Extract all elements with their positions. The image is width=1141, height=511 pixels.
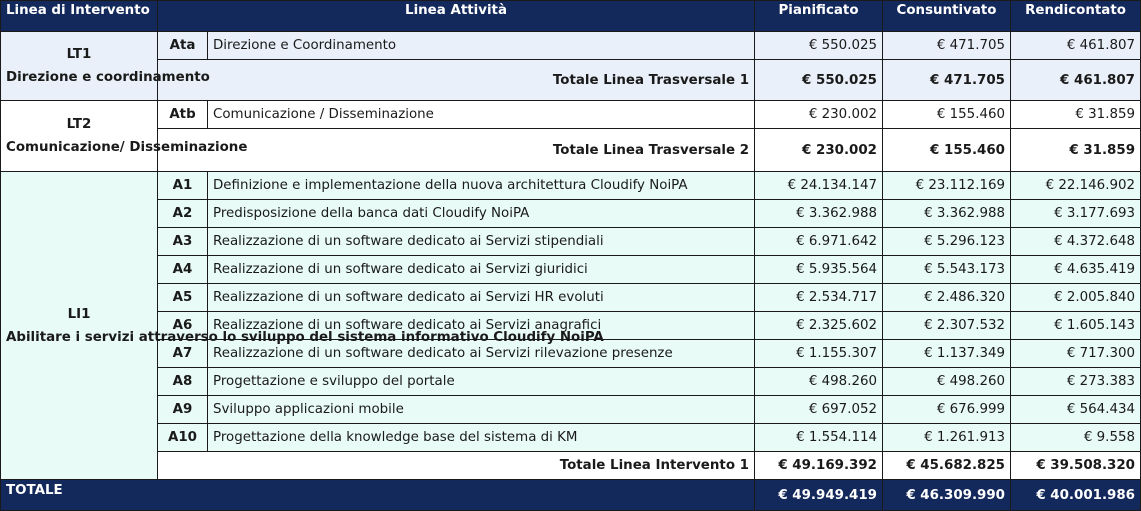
activity-code: A10 [158, 424, 208, 452]
subtotal-consuntivato: € 45.682.825 [883, 452, 1011, 480]
table-row [1, 228, 1141, 256]
grand-total-label: TOTALE [1, 480, 755, 511]
value-rendicontato: € 3.177.693 [1011, 200, 1141, 228]
activity-desc: Realizzazione di un software dedicato ai Servizi HR evoluti [208, 284, 755, 312]
activity-desc: Progettazione della knowledge base del sistema di KM [208, 424, 755, 452]
grand-total-rendicontato: € 40.001.986 [1011, 480, 1141, 511]
table-row [1, 172, 1141, 200]
group-code: LT2 [66, 117, 92, 132]
value-consuntivato: € 498.260 [883, 368, 1011, 396]
activity-code: A7 [158, 340, 208, 368]
grand-total-consuntivato: € 46.309.990 [883, 480, 1011, 511]
activity-code: A2 [158, 200, 208, 228]
header-consuntivato: Consuntivato [883, 1, 1011, 32]
subtotal-rendicontato: € 39.508.320 [1011, 452, 1141, 480]
value-consuntivato: € 3.362.988 [883, 200, 1011, 228]
header-pianificato: Pianificato [755, 1, 883, 32]
activity-desc: Realizzazione di un software dedicato ai Servizi anagrafici [208, 312, 755, 340]
value-consuntivato: € 2.307.532 [883, 312, 1011, 340]
value-pianificato: € 230.002 [755, 101, 883, 129]
value-pianificato: € 5.935.564 [755, 256, 883, 284]
value-consuntivato: € 23.112.169 [883, 172, 1011, 200]
value-pianificato: € 2.325.602 [755, 312, 883, 340]
subtotal-label: Totale Linea Trasversale 1 [158, 60, 755, 101]
value-pianificato: € 550.025 [755, 32, 883, 60]
value-pianificato: € 3.362.988 [755, 200, 883, 228]
value-rendicontato: € 22.146.902 [1011, 172, 1141, 200]
header-rendicontato: Rendicontato [1011, 1, 1141, 32]
value-consuntivato: € 1.137.349 [883, 340, 1011, 368]
subtotal-rendicontato: € 461.807 [1011, 60, 1141, 101]
subtotal-pianificato: € 550.025 [755, 60, 883, 101]
activity-code: Atb [158, 101, 208, 129]
activity-desc: Realizzazione di un software dedicato ai Servizi giuridici [208, 256, 755, 284]
value-pianificato: € 2.534.717 [755, 284, 883, 312]
activity-code: A4 [158, 256, 208, 284]
value-rendicontato: € 31.859 [1011, 101, 1141, 129]
group-name: Direzione e coordinamento [6, 70, 210, 85]
subtotal-pianificato: € 230.002 [755, 129, 883, 172]
grand-total-row [1, 480, 1141, 511]
activity-desc: Realizzazione di un software dedicato ai Servizi rilevazione presenze [208, 340, 755, 368]
value-pianificato: € 697.052 [755, 396, 883, 424]
activity-desc: Progettazione e sviluppo del portale [208, 368, 755, 396]
activity-code: Ata [158, 32, 208, 60]
subtotal-rendicontato: € 31.859 [1011, 129, 1141, 172]
value-rendicontato: € 1.605.143 [1011, 312, 1141, 340]
value-pianificato: € 1.155.307 [755, 340, 883, 368]
activity-code: A5 [158, 284, 208, 312]
subtotal-consuntivato: € 155.460 [883, 129, 1011, 172]
value-consuntivato: € 155.460 [883, 101, 1011, 129]
value-rendicontato: € 273.383 [1011, 368, 1141, 396]
subtotal-consuntivato: € 471.705 [883, 60, 1011, 101]
table-row [1, 32, 1141, 60]
value-rendicontato: € 4.372.648 [1011, 228, 1141, 256]
value-consuntivato: € 471.705 [883, 32, 1011, 60]
subtotal-label: Totale Linea Intervento 1 [158, 452, 755, 480]
table-row [1, 256, 1141, 284]
activity-desc: Comunicazione / Disseminazione [208, 101, 755, 129]
table-row [1, 396, 1141, 424]
subtotal-pianificato: € 49.169.392 [755, 452, 883, 480]
value-pianificato: € 24.134.147 [755, 172, 883, 200]
group-name: Comunicazione/ Disseminazione [6, 140, 248, 155]
group-code: LT1 [66, 47, 92, 62]
table-row [1, 424, 1141, 452]
table-row [1, 368, 1141, 396]
value-pianificato: € 498.260 [755, 368, 883, 396]
activity-code: A8 [158, 368, 208, 396]
value-rendicontato: € 461.807 [1011, 32, 1141, 60]
subtotal-label: Totale Linea Trasversale 2 [158, 129, 755, 172]
activity-code: A6 [158, 312, 208, 340]
activity-desc: Predisposizione della banca dati Cloudify NoiPA [208, 200, 755, 228]
grand-total-pianificato: € 49.949.419 [755, 480, 883, 511]
value-consuntivato: € 676.999 [883, 396, 1011, 424]
activity-code: A1 [158, 172, 208, 200]
group-name: Abilitare i servizi attraverso lo sviluppo del sistema informativo Cloudify NoiPA [6, 329, 604, 345]
value-consuntivato: € 5.296.123 [883, 228, 1011, 256]
value-rendicontato: € 2.005.840 [1011, 284, 1141, 312]
value-pianificato: € 6.971.642 [755, 228, 883, 256]
value-rendicontato: € 4.635.419 [1011, 256, 1141, 284]
activity-code: A9 [158, 396, 208, 424]
header-linea-intervento: Linea di Intervento [1, 1, 158, 32]
value-rendicontato: € 717.300 [1011, 340, 1141, 368]
value-consuntivato: € 5.543.173 [883, 256, 1011, 284]
table-row [1, 101, 1141, 129]
activity-desc: Definizione e implementazione della nuova architettura Cloudify NoiPA [208, 172, 755, 200]
value-consuntivato: € 1.261.913 [883, 424, 1011, 452]
activity-desc: Direzione e Coordinamento [208, 32, 755, 60]
subtotal-row [1, 452, 1141, 480]
activity-desc: Realizzazione di un software dedicato ai Servizi stipendiali [208, 228, 755, 256]
table-header-row [1, 1, 1141, 32]
value-rendicontato: € 564.434 [1011, 396, 1141, 424]
value-pianificato: € 1.554.114 [755, 424, 883, 452]
header-linea-attivita: Linea Attività [158, 1, 755, 32]
table-row [1, 200, 1141, 228]
activity-desc: Sviluppo applicazioni mobile [208, 396, 755, 424]
activity-code: A3 [158, 228, 208, 256]
group-code: LI1 [67, 306, 91, 322]
value-consuntivato: € 2.486.320 [883, 284, 1011, 312]
table-row [1, 284, 1141, 312]
value-rendicontato: € 9.558 [1011, 424, 1141, 452]
